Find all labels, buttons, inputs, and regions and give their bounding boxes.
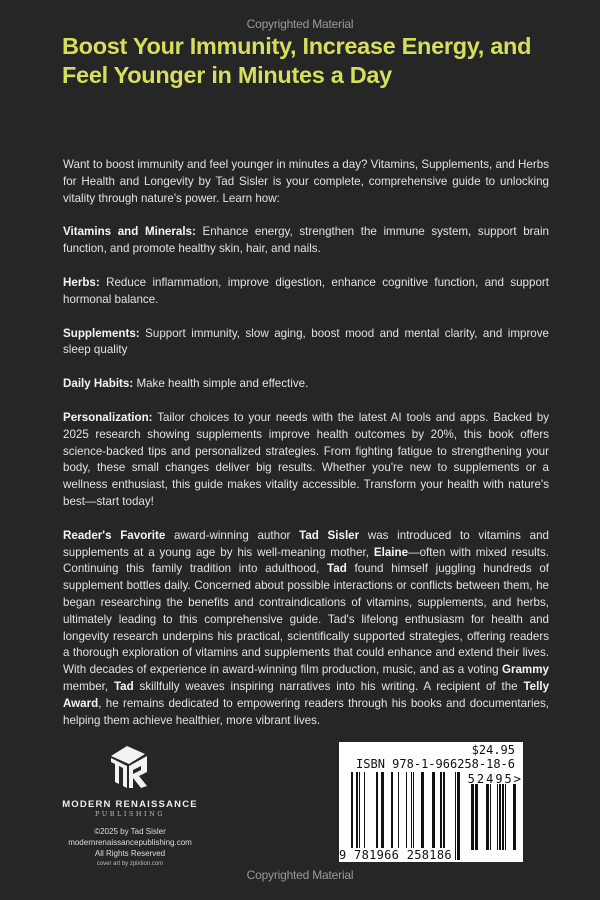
bio-text: was introduced to vitamins and supplements at a young age by his well-meaning mother, <box>63 528 549 559</box>
watermark-bottom: Copyrighted Material <box>246 868 354 882</box>
barcode-bar <box>391 772 393 860</box>
point-label: Supplements: <box>63 326 140 340</box>
barcode-bar <box>486 784 489 850</box>
point-label: Herbs: <box>63 275 100 289</box>
barcode-bar <box>413 772 414 860</box>
barcode-bar <box>398 772 399 860</box>
barcode-bar <box>356 772 358 860</box>
watermark-top: Copyrighted Material <box>246 17 354 31</box>
description <box>63 157 549 746</box>
point-text: Reduce inflammation, improve digestion, enhance cognitive function, and support hormonal balance. <box>63 275 549 306</box>
point-daily-habits <box>63 376 549 393</box>
point-vitamins <box>63 224 549 258</box>
barcode-bar <box>432 772 435 860</box>
barcode-bar <box>440 772 442 860</box>
bio-text: , he remains dedicated to empowering readers through his books and documentaries, helping them achieve healthier, more vibrant lives. <box>63 696 549 727</box>
bio-text: award-winning author <box>165 528 300 542</box>
barcode-bar <box>376 772 378 860</box>
barcode-number: 9 781966 258186 <box>339 848 452 862</box>
barcode-bar <box>513 784 516 850</box>
barcode-bar <box>475 784 478 850</box>
barcode-bar <box>421 772 424 860</box>
point-label: Vitamins and Minerals: <box>63 225 196 239</box>
intro-paragraph: Want to boost immunity and feel younger in minutes a day? Vitamins, Supplements, and Herbs for Health and Longevity by Tad Sisler is your complete, comprehensive guide to unlocking vitality through nature's power. Learn how: <box>63 158 549 205</box>
bio-text: —often with mixed results. Continuing this family tradition into adulthood, <box>63 545 549 576</box>
barcode-bar <box>364 772 365 860</box>
price: $24.95 <box>471 743 515 757</box>
copyright: ©2025 by Tad Sisler <box>94 827 166 836</box>
point-text: Tailor choices to your needs with the latest AI tools and apps. Backed by 2025 research showing supplements improve health outcomes by 20%, this book offers science-backed tips and personalized strategies. From fighting fatigue to strengthening your body, these small changes deliver big results. Whether you're new to supplements or a wellness enthusiast, this guide makes vitality accessible. Transform your health with nature's best—start today! <box>63 410 549 508</box>
barcode-bar <box>455 772 456 860</box>
point-label: Daily Habits: <box>63 377 134 391</box>
barcode-bar <box>505 784 506 850</box>
bio-bold-text: Tad <box>327 562 347 576</box>
barcode-bar <box>497 784 498 850</box>
point-label: Personalization: <box>63 410 153 424</box>
bio-bold-text: Tad Sisler <box>299 528 360 542</box>
barcode-bar <box>490 784 491 850</box>
point-text: Make health simple and effective. <box>133 377 309 391</box>
isbn: ISBN 978-1-966258-18-6 <box>356 757 515 771</box>
bio-text: member, <box>63 679 114 693</box>
bio-bold-text: Grammy <box>501 663 549 677</box>
barcode-bar <box>443 772 445 860</box>
point-personalization <box>63 410 549 511</box>
barcode-bar <box>471 784 474 850</box>
bio-bold-text: Telly Award <box>63 679 550 710</box>
publisher-name: MODERN RENAISSANCE <box>62 799 198 810</box>
barcode-bar <box>457 772 460 860</box>
bio-bold-text: Elaine <box>373 545 409 559</box>
point-herbs <box>63 275 549 309</box>
copyright-info <box>60 826 200 870</box>
publisher-subtitle: PUBLISHING <box>95 810 165 818</box>
point-supplements <box>63 326 549 360</box>
point-text: Support immunity, slow aging, boost mood and mental clarity, and improve sleep quality <box>63 326 549 357</box>
cover-art-credit: cover art by zpixtion.com <box>96 861 164 867</box>
publisher-logo-icon <box>105 742 155 790</box>
barcode-bar <box>411 772 412 860</box>
headline: Boost Your Immunity, Increase Energy, and Feel Younger in Minutes a Day <box>62 33 532 88</box>
author-bio <box>63 528 549 730</box>
barcode-bar <box>381 772 384 860</box>
publisher-block <box>60 742 200 870</box>
bio-text: found himself juggling hundreds of supplement bottles daily. Concerned about possible interactions or conflicts between them, he began researching the benefits and contraindications of vitamins, supplements, and herbs, ultimately leading to this comprehensive guide. Tad's lifelong enthusiasm for health and longevity research underpins his practical, scientifically supported strategies, offering readers a thorough exploration of vitamins and supplements that could enhance and extend their lives. With decades of experience in award-winning film production, music, and as a voting <box>63 562 549 677</box>
website: modernrenaissancepublishing.com <box>68 838 192 847</box>
rights: All Rights Reserved <box>94 849 166 858</box>
barcode-bar <box>406 772 407 860</box>
barcode-bar <box>359 772 360 860</box>
barcode-bar <box>499 784 501 850</box>
bio-text: skillfully weaves inspiring narratives into his writing. A recipient of the <box>133 679 524 693</box>
bio-bold-text: Reader's Favorite <box>63 528 166 542</box>
price-addon-code: 52495> <box>467 772 523 786</box>
bio-bold-text: Tad <box>113 679 134 693</box>
barcode-bar <box>502 784 504 850</box>
isbn-barcode <box>339 742 523 862</box>
barcode-bar <box>351 772 353 860</box>
point-text: Enhance energy, strengthen the immune system, support brain function, and promote healthy skin, hair, and nails. <box>63 225 549 256</box>
